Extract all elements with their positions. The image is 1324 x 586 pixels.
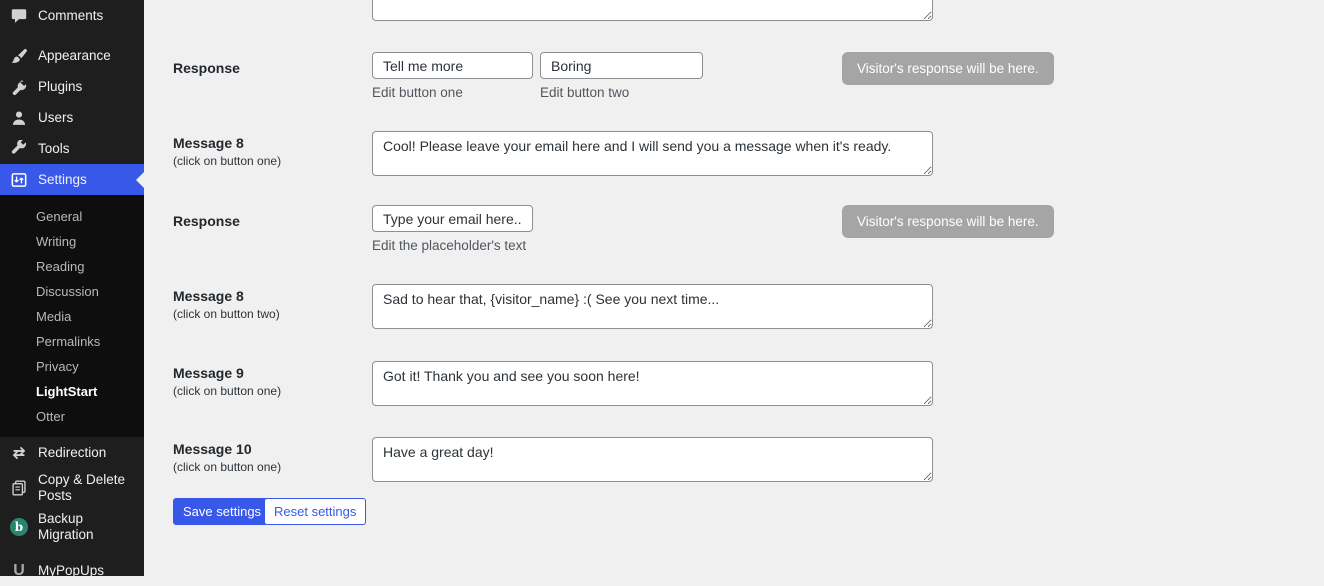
sidebar-item-redirection[interactable]	[0, 437, 144, 468]
reset-settings-button[interactable]: Reset settings	[264, 498, 366, 525]
sidebar-item-reading[interactable]: Reading	[36, 259, 85, 274]
visitor-response-preview: Visitor's response will be here.	[842, 205, 1054, 238]
button-one-text-input[interactable]	[372, 52, 533, 79]
button-one-helper: Edit button one	[372, 85, 463, 100]
sidebar-item-tools[interactable]	[0, 133, 144, 164]
sidebar-item-label: Backup Migration	[38, 511, 94, 542]
sidebar-item-general[interactable]: General	[36, 209, 83, 224]
button-two-text-input[interactable]	[540, 52, 703, 79]
sidebar-item-label: Settings	[38, 171, 87, 187]
sidebar-item-media[interactable]: Media	[36, 309, 72, 324]
previous-message-textarea[interactable]	[372, 0, 933, 21]
plugins-icon	[9, 77, 29, 97]
backup-migration-glyph: b	[10, 518, 28, 536]
sidebar-item-permalinks[interactable]: Permalinks	[36, 334, 101, 349]
redirection-icon	[9, 443, 29, 463]
sidebar-item-users[interactable]	[0, 102, 144, 133]
sidebar-item-label: Copy & Delete Posts	[38, 472, 126, 503]
sidebar-item-label: Tools	[38, 140, 70, 156]
sidebar-item-backup-migration[interactable]	[0, 507, 144, 546]
sidebar-item-label: Plugins	[38, 78, 83, 94]
sidebar-item-appearance[interactable]	[0, 40, 144, 71]
message8-one-label: Message 8	[173, 135, 244, 151]
sidebar-item-lightstart[interactable]: LightStart	[36, 384, 98, 399]
message9-label: Message 9	[173, 365, 244, 381]
sidebar-item-settings[interactable]	[0, 164, 144, 195]
settings-submenu	[0, 195, 144, 437]
mypopups-glyph: U	[13, 561, 25, 579]
sidebar-item-label: Redirection	[38, 444, 107, 460]
save-settings-button[interactable]: Save settings	[173, 498, 271, 525]
backup-migration-icon	[9, 517, 29, 537]
mypopups-icon	[9, 561, 29, 581]
message8-one-sublabel: (click on button one)	[173, 154, 282, 168]
message10-label-group	[173, 441, 281, 474]
message9-sublabel: (click on button one)	[173, 384, 282, 398]
sidebar-item-label: Appearance	[38, 47, 111, 63]
button-two-helper: Edit button two	[540, 85, 630, 100]
sidebar-item-label: MyPopUps	[38, 562, 105, 578]
sidebar-item-mypopups[interactable]	[0, 555, 144, 586]
users-icon	[9, 108, 29, 128]
message8-one-textarea[interactable]	[372, 131, 933, 176]
message8-two-label: Message 8	[173, 288, 244, 304]
menu-separator	[0, 31, 144, 40]
placeholder-helper: Edit the placeholder's text	[372, 238, 527, 253]
appearance-icon	[9, 46, 29, 66]
message8-one-label-group	[173, 135, 281, 168]
sidebar-item-label: Users	[38, 109, 74, 125]
message10-textarea[interactable]	[372, 437, 933, 482]
message8-two-textarea[interactable]	[372, 284, 933, 329]
sidebar-item-writing[interactable]: Writing	[36, 234, 77, 249]
sidebar-item-copy-delete-posts[interactable]	[0, 468, 144, 507]
sidebar-item-privacy[interactable]: Privacy	[36, 359, 79, 374]
copy-delete-posts-icon	[9, 478, 29, 498]
comments-icon	[9, 6, 29, 26]
visitor-response-preview: Visitor's response will be here.	[842, 52, 1054, 85]
response-one-label: Response	[173, 60, 240, 76]
menu-separator	[0, 546, 144, 555]
sidebar-item-plugins[interactable]	[0, 71, 144, 102]
tools-icon	[9, 139, 29, 159]
message10-sublabel: (click on button one)	[173, 460, 282, 474]
settings-icon	[9, 170, 29, 190]
message8-two-label-group	[173, 288, 280, 321]
sidebar-item-comments[interactable]	[0, 0, 144, 31]
sidebar-item-otter[interactable]: Otter	[36, 409, 65, 424]
sidebar-item-label: Comments	[38, 7, 104, 23]
message9-label-group	[173, 365, 281, 398]
message8-two-sublabel: (click on button two)	[173, 307, 280, 321]
active-item-arrow	[136, 172, 144, 188]
sidebar-item-discussion[interactable]: Discussion	[36, 284, 99, 299]
admin-sidebar	[0, 0, 144, 579]
email-placeholder-input[interactable]	[372, 205, 533, 232]
response-two-label: Response	[173, 213, 240, 229]
message10-label: Message 10	[173, 441, 252, 457]
settings-form	[144, 0, 1324, 576]
message9-textarea[interactable]	[372, 361, 933, 406]
